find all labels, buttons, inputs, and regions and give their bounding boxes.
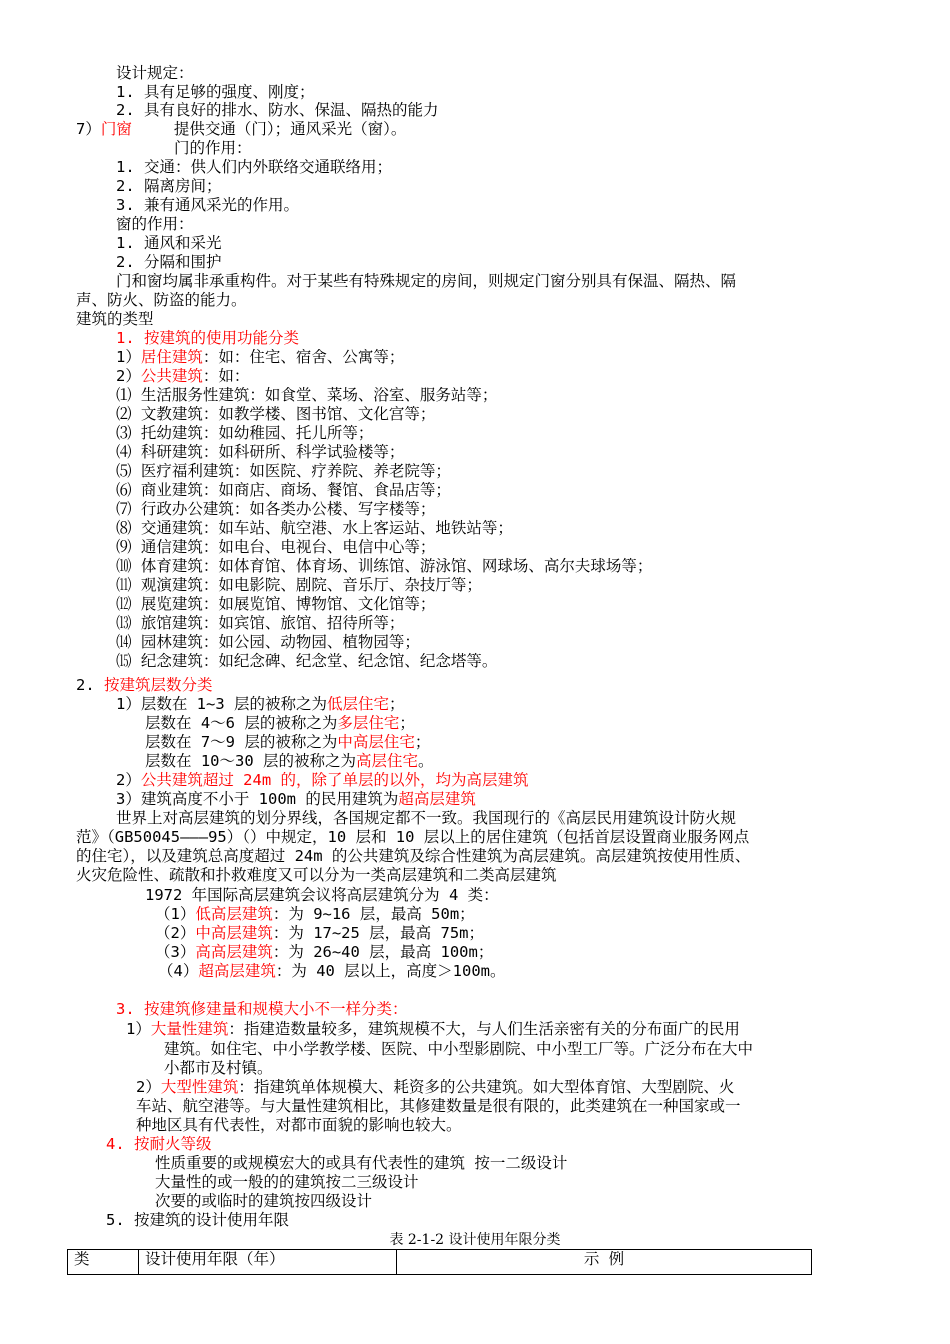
public-type-11: ⑾ 观演建筑：如电影院、剧院、音乐厅、杂技厅等； xyxy=(116,576,482,594)
residential-term: 居住建筑 xyxy=(140,348,203,366)
high-rise-paragraph-3: 的住宅），以及建筑总高度超过 24m 的公共建筑及综合性建筑为高层建筑。高层建筑按使用性质、 xyxy=(76,847,751,865)
super-high-rise-rule: 3）建筑高度不小于 100m 的民用建筑为超高层建筑 xyxy=(116,790,476,808)
mass-building-line-1: 1）大量性建筑：指建造数量较多，建筑规模不大，与人们生活亲密有关的分布面广的民用 xyxy=(126,1020,740,1038)
public-type-4: ⑷ 科研建筑：如科研所、科学试验楼等； xyxy=(116,443,405,461)
large-building-line-2: 车站、航空港等。与大量性建筑相比，其修建数量是很有限的，此类建筑在一种国家或一 xyxy=(136,1097,741,1115)
public-type-15: ⒂ 纪念建筑：如纪念碑、纪念堂、纪念馆、纪念塔等。 xyxy=(116,652,498,670)
floors-low-rise: 1）层数在 1~3 层的被称之为低层住宅； xyxy=(116,695,405,713)
public-type-1: ⑴ 生活服务性建筑：如食堂、菜场、浴室、服务站等； xyxy=(116,386,498,404)
public-type-7: ⑺ 行政办公建筑：如各类办公楼、写字楼等； xyxy=(116,500,436,518)
public-type-5: ⑸ 医疗福利建筑：如医院、疗养院、养老院等； xyxy=(116,462,451,480)
public-type-6: ⑹ 商业建筑：如商店、商场、餐馆、食品店等； xyxy=(116,481,451,499)
intl-class-4: （4）超高层建筑：为 40 层以上，高度＞100m。 xyxy=(158,962,506,980)
large-building-line-1: 2）大型性建筑：指建筑单体规模大、耗资多的公共建筑。如大型体育馆、大型剧院、火 xyxy=(136,1078,735,1096)
header-category: 类 xyxy=(68,1250,139,1275)
intl-class-1: （1）低高层建筑：为 9~16 层，最高 50m； xyxy=(155,905,475,923)
doors-windows-term: 门窗 xyxy=(100,120,132,138)
table-caption: 表 2-1-2 设计使用年限分类 xyxy=(389,1232,561,1248)
large-building-line-3: 种地区具有代表性，对都市面貌的影响也较大。 xyxy=(136,1116,462,1134)
section-3-heading: 3. 按建筑修建量和规模大小不一样分类： xyxy=(116,1000,408,1018)
header-service-life: 设计使用年限（年） xyxy=(139,1250,397,1275)
window-function-heading: 窗的作用： xyxy=(116,215,194,233)
public-type-14: ⒁ 园林建筑：如公园、动物园、植物园等； xyxy=(116,633,420,651)
residential-line: 1）居住建筑：如：住宅、宿舍、公寓等； xyxy=(116,348,405,366)
fire-rating-2: 大量性的或一般的的建筑按二三级设计 xyxy=(155,1173,419,1191)
design-rule-1: 1. 具有足够的强度、刚度； xyxy=(116,83,315,101)
window-function-2: 2. 分隔和围护 xyxy=(116,253,222,271)
high-rise-paragraph-2: 范》（GB50045———95）（）中规定，10 层和 10 层以上的居住建筑（包括首层设置商业服务网点 xyxy=(76,828,750,846)
doors-windows-note-cont: 声、防火、防盗的能力。 xyxy=(76,291,247,309)
door-function-heading: 门的作用： xyxy=(174,139,252,157)
public-type-10: ⑽ 体育建筑：如体育馆、体育场、训练馆、游泳馆、网球场、高尔夫球场等； xyxy=(116,557,653,575)
header-examples: 示 例 xyxy=(397,1250,812,1275)
door-function-1: 1. 交通：供人们内外联络交通联络用； xyxy=(116,158,392,176)
building-types-heading: 建筑的类型 xyxy=(76,310,154,328)
table-header-row xyxy=(68,1250,812,1275)
doors-windows-note: 门和窗均属非承重构件。对于某些有特殊规定的房间，则规定门窗分别具有保温、隔热、隔 xyxy=(116,272,737,290)
fire-rating-1: 性质重要的或规模宏大的或具有代表性的建筑 按一二级设计 xyxy=(155,1154,568,1172)
door-function-3: 3. 兼有通风采光的作用。 xyxy=(116,196,299,214)
service-life-table xyxy=(67,1249,812,1275)
public-type-2: ⑵ 文教建筑：如教学楼、图书馆、文化宫等； xyxy=(116,405,436,423)
public-high-rise-rule: 2）公共建筑超过 24m 的，除了单层的以外，均为高层建筑 xyxy=(116,771,529,789)
design-rule-2: 2. 具有良好的排水、防水、保温、隔热的能力 xyxy=(116,101,439,119)
public-type-3: ⑶ 托幼建筑：如幼稚园、托儿所等； xyxy=(116,424,374,442)
intl-class-3: （3）高高层建筑：为 26~40 层，最高 100m； xyxy=(155,943,494,961)
public-term: 公共建筑 xyxy=(140,367,203,385)
high-rise-paragraph-4: 火灾危险性、疏散和扑救难度又可以分为一类高层建筑和二类高层建筑 xyxy=(76,866,557,884)
intl-class-2: （2）中高层建筑：为 17~25 层，最高 75m； xyxy=(155,924,485,942)
doors-windows-line: 7）门窗 提供交通（门）；通风采光（窗）。 xyxy=(76,120,407,138)
floors-multi-storey: 层数在 4～6 层的被称之为多层住宅； xyxy=(145,714,415,732)
public-line: 2）公共建筑：如： xyxy=(116,367,250,385)
floors-mid-high: 层数在 7～9 层的被称之为中高层住宅； xyxy=(145,733,431,751)
section-1-heading: 1. 按建筑的使用功能分类 xyxy=(116,329,299,347)
section-2-heading: 2. 按建筑层数分类 xyxy=(76,676,213,694)
intl-classification-intro: 1972 年国际高层建筑会议将高层建筑分为 4 类： xyxy=(145,886,499,904)
fire-rating-3: 次要的或临时的建筑按四级设计 xyxy=(155,1192,373,1210)
public-type-9: ⑼ 通信建筑：如电台、电视台、电信中心等； xyxy=(116,538,436,556)
public-type-13: ⒀ 旅馆建筑：如宾馆、旅馆、招待所等； xyxy=(116,614,405,632)
mass-building-line-2: 建筑。如住宅、中小学教学楼、医院、中小型影剧院、中小型工厂等。广泛分布在大中 xyxy=(164,1040,754,1058)
section-5-heading: 5. 按建筑的设计使用年限 xyxy=(106,1211,289,1229)
door-function-2: 2. 隔离房间； xyxy=(116,177,222,195)
design-rules-heading: 设计规定： xyxy=(116,64,194,82)
public-type-12: ⑿ 展览建筑：如展览馆、博物馆、文化馆等； xyxy=(116,595,436,613)
window-function-1: 1. 通风和采光 xyxy=(116,234,222,252)
section-4-heading: 4. 按耐火等级 xyxy=(106,1135,212,1153)
floors-high-rise: 层数在 10～30 层的被称之为高层住宅。 xyxy=(145,752,434,770)
mass-building-line-3: 小都市及村镇。 xyxy=(164,1059,273,1077)
high-rise-paragraph-1: 世界上对高层建筑的划分界线，各国规定都不一致。我国现行的《高层民用建筑设计防火规 xyxy=(116,809,737,827)
public-type-8: ⑻ 交通建筑：如车站、航空港、水上客运站、地铁站等； xyxy=(116,519,513,537)
